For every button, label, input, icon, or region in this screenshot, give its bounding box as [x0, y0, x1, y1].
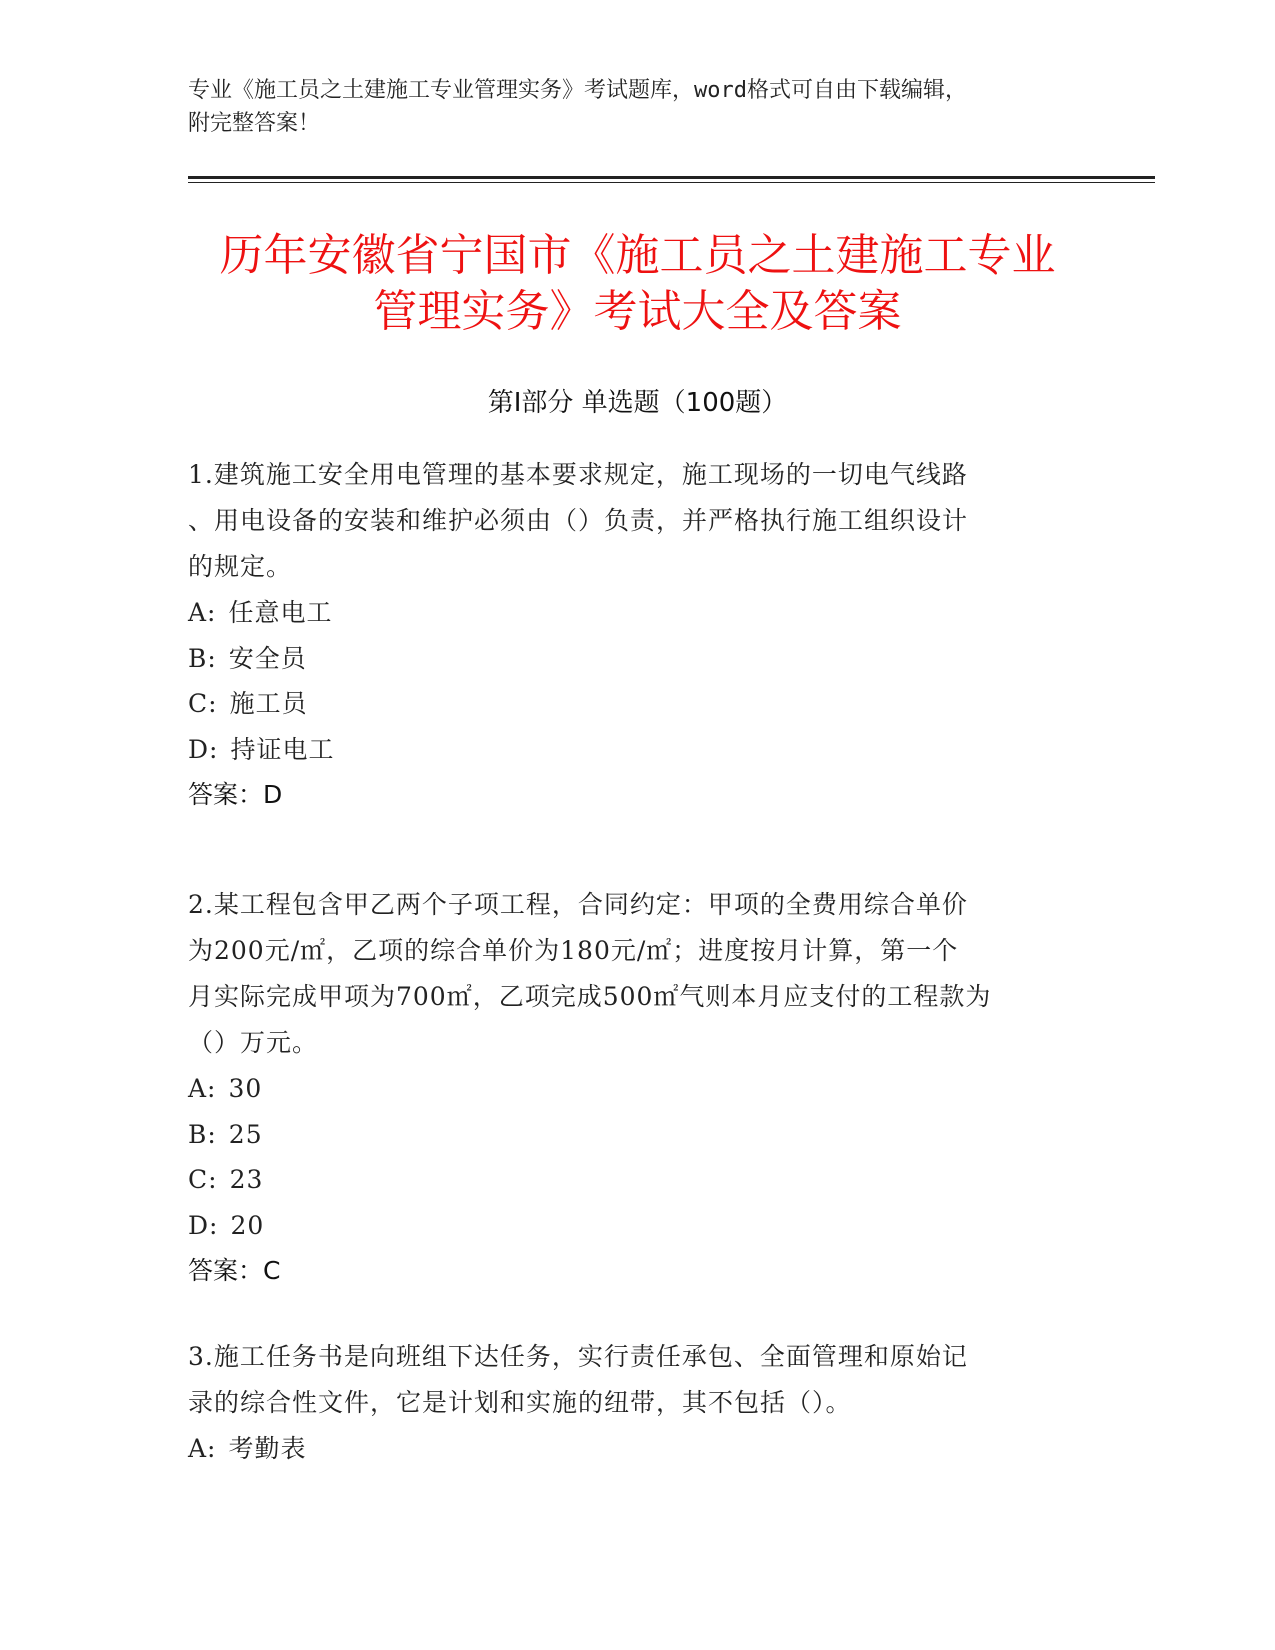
option-key: A:: [188, 598, 217, 627]
option-text: 持证电工: [230, 734, 335, 764]
question-stem-line: 录的综合性文件，它是计划和实施的纽带，其不包括（）。: [188, 1388, 852, 1417]
section-title: 第Ⅰ部分 单选题（100题）: [487, 388, 788, 418]
option-d: [188, 727, 1088, 773]
answer-line: 答案：D: [188, 780, 283, 809]
option-a: [188, 1426, 1088, 1472]
header-note-line: 专业《施工员之土建施工专业管理实务》考试题库，word格式可自由下载编辑，: [188, 78, 967, 103]
option-key: B:: [188, 1119, 217, 1149]
option-text: 23: [229, 1165, 264, 1194]
option-key: B:: [188, 643, 217, 673]
option-key: C:: [188, 689, 218, 718]
question-stem: [188, 882, 1088, 1066]
option-a: [188, 590, 1088, 636]
question-stem-line: 的规定。: [188, 552, 293, 581]
option-key: D:: [188, 734, 219, 764]
option-text: 25: [228, 1119, 263, 1149]
document-title: [150, 228, 1125, 340]
option-key: A:: [188, 1434, 217, 1463]
option-a: [188, 1066, 1088, 1112]
option-key: D:: [188, 1210, 219, 1240]
option-text: 考勤表: [228, 1434, 307, 1463]
header-note-line: 附完整答案！: [188, 111, 321, 136]
option-c: [188, 681, 1088, 727]
option-text: 安全员: [228, 643, 307, 673]
document-title-line: 历年安徽省宁国市《施工员之土建施工专业: [219, 230, 1056, 281]
document-title-line: 管理实务》考试大全及答案: [373, 286, 902, 337]
option-text: 任意电工: [228, 598, 333, 627]
question-stem-line: 为200元/㎡，乙项的综合单价为180元/㎡；进度按月计算，第一个: [188, 936, 959, 965]
option-text: 30: [228, 1074, 263, 1103]
option-b: [188, 636, 1088, 682]
answer-line: 答案：C: [188, 1256, 281, 1285]
option-d: [188, 1203, 1088, 1249]
question-stem-line: 、用电设备的安装和维护必须由（）负责，并严格执行施工组织设计: [188, 506, 969, 535]
question-3: [188, 1334, 1088, 1472]
question-2: [188, 882, 1088, 1294]
header-divider-thin: [188, 182, 1155, 183]
header-divider-thick: [188, 176, 1155, 179]
question-stem-line: 1.建筑施工安全用电管理的基本要求规定，施工现场的一切电气线路: [188, 460, 968, 489]
option-text: 施工员: [229, 689, 308, 718]
option-text: 20: [230, 1210, 265, 1240]
question-stem-line: 月实际完成甲项为700㎡，乙项完成500㎡气则本月应支付的工程款为: [188, 982, 992, 1011]
question-stem-line: 3.施工任务书是向班组下达任务，实行责任承包、全面管理和原始记: [188, 1342, 968, 1371]
option-key: C:: [188, 1165, 218, 1194]
option-c: [188, 1157, 1088, 1203]
option-key: A:: [188, 1074, 217, 1103]
question-stem-line: （）万元。: [188, 1028, 319, 1057]
question-stem-line: 2.某工程包含甲乙两个子项工程，合同约定：甲项的全费用综合单价: [188, 890, 968, 919]
question-1: [188, 452, 1088, 818]
question-stem: [188, 1334, 1088, 1426]
question-stem: [188, 452, 1088, 590]
option-b: [188, 1112, 1088, 1158]
header-note: [188, 74, 1068, 140]
